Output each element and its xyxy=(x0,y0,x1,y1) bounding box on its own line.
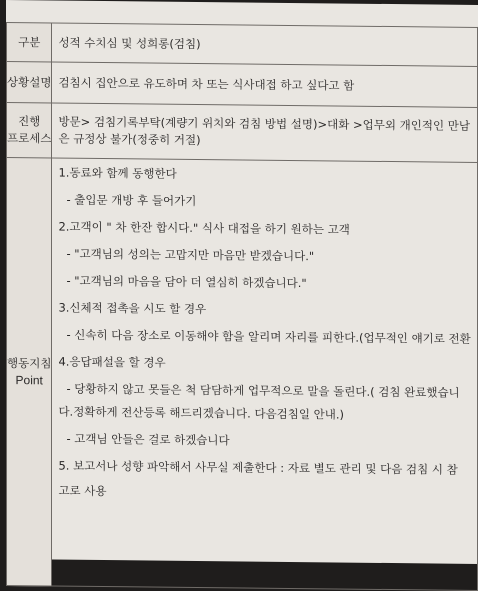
row-situation xyxy=(7,62,478,108)
guide-step-1a: - 출입문 개방 후 들어가기 xyxy=(66,192,197,208)
content-process xyxy=(52,103,477,162)
guide-step-1: 1.동료와 함께 동행한다 xyxy=(58,165,177,181)
guideline-table xyxy=(6,22,478,591)
guide-step-5-line2: 고로 사용 xyxy=(58,483,107,499)
guide-step-4b: - 고객님 안들은 걸로 하겠습니다 xyxy=(66,431,230,448)
guide-step-2a: - "고객님의 성의는 고맙지만 마음만 받겠습니다." xyxy=(66,246,315,264)
content-situation: 검침시 집안으로 유도하며 차 또는 식사대접 하고 싶다고 함 xyxy=(52,62,477,107)
header-category: 구분 xyxy=(7,23,52,62)
guide-step-3: 3.신체적 접촉을 시도 할 경우 xyxy=(58,300,207,317)
header-process-line2: 프로세스 xyxy=(7,131,52,146)
header-situation: 상황설명 xyxy=(7,62,52,103)
process-line1: 방문> 검침기록부탁(계량기 위치와 검침 방법 설명)>대화 >업무외 개인적인 만남 xyxy=(58,114,470,133)
guide-step-4a-line2: 다.정확하게 전산등록 해드리겠습니다. 다음검침일 안내.) xyxy=(58,404,345,422)
header-guideline-point: Point xyxy=(15,372,43,387)
header-process xyxy=(7,103,52,158)
content-category: 성적 수치심 및 성희롱(검침) xyxy=(52,23,477,66)
guide-step-3a: - 신속히 다음 장소로 이동해야 함을 알리며 자리를 피한다.(업무적인 얘기로 전환 xyxy=(66,327,471,346)
row-process xyxy=(7,103,478,163)
content-guideline xyxy=(52,158,477,590)
guide-step-2b: - "고객님의 마음을 담아 더 열심히 하겠습니다." xyxy=(66,273,307,291)
document-page xyxy=(6,0,478,564)
guide-step-2: 2.고객이 " 차 한잔 합시다." 식사 대접을 하기 원하는 고객 xyxy=(58,219,350,237)
guide-step-4: 4.응답패설을 할 경우 xyxy=(58,354,166,370)
guide-step-4a-line1: - 당황하지 않고 못들은 척 담담하게 업무적으로 말을 돌린다.( 검침 완료했습니 xyxy=(66,381,460,400)
header-guideline-line1: 행동지침 xyxy=(7,355,52,370)
header-process-line1: 진행 xyxy=(18,114,41,129)
row-category xyxy=(7,23,478,67)
guide-step-5-line1: 5. 보고서나 성향 파악해서 사무실 제출한다 : 자료 별도 관리 및 다음 검침 시 참 xyxy=(58,458,458,477)
process-line2: 은 규정상 불가(정중히 거절) xyxy=(58,131,201,148)
row-guideline xyxy=(7,158,478,591)
header-guideline xyxy=(7,158,52,586)
